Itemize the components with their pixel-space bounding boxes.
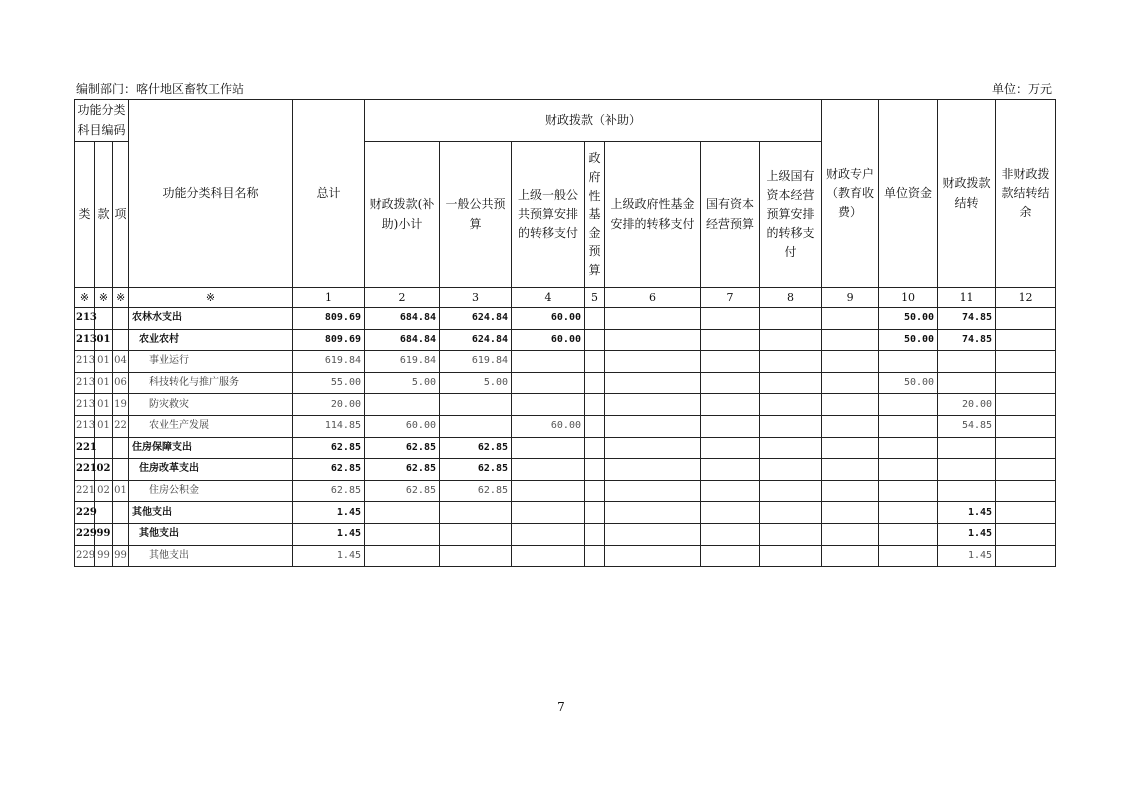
header-kuan: 款 <box>95 142 113 288</box>
index-cell: 10 <box>879 288 938 308</box>
index-cell: 8 <box>760 288 822 308</box>
cell-fiscal-carryover: 1.45 <box>938 523 996 545</box>
cell-xiang: 99 <box>113 545 129 567</box>
index-row-group <box>75 288 1056 308</box>
cell-upper-gov-fund-transfer <box>605 523 701 545</box>
table-row <box>75 372 1056 394</box>
cell-upper-state-capital-transfer <box>760 308 822 330</box>
cell-xiang: 06 <box>113 372 129 394</box>
cell-fiscal-subtotal: 684.84 <box>365 329 440 351</box>
cell-total: 1.45 <box>293 502 365 524</box>
cell-fiscal-special <box>822 308 879 330</box>
cell-general-budget <box>440 415 512 437</box>
cell-name: 农林水支出 <box>129 308 293 330</box>
cell-gov-fund-budget <box>585 545 605 567</box>
table-header <box>75 100 1056 288</box>
cell-upper-general-transfer <box>512 502 585 524</box>
index-cell: 2 <box>365 288 440 308</box>
cell-xiang: 22 <box>113 415 129 437</box>
cell-name: 防灾救灾 <box>129 394 293 416</box>
cell-name: 住房改革支出 <box>129 459 293 481</box>
cell-gov-fund-budget <box>585 502 605 524</box>
table-row <box>75 394 1056 416</box>
cell-nonfiscal-carryover <box>996 545 1056 567</box>
table-row <box>75 351 1056 373</box>
cell-xiang <box>113 502 129 524</box>
cell-name: 农业农村 <box>129 329 293 351</box>
cell-state-capital-budget <box>701 437 760 459</box>
cell-upper-general-transfer: 60.00 <box>512 329 585 351</box>
cell-gov-fund-budget <box>585 372 605 394</box>
cell-general-budget <box>440 502 512 524</box>
cell-kuan: 99 <box>95 523 113 545</box>
cell-state-capital-budget <box>701 523 760 545</box>
cell-nonfiscal-carryover <box>996 415 1056 437</box>
cell-name: 其他支出 <box>129 502 293 524</box>
cell-nonfiscal-carryover <box>996 329 1056 351</box>
cell-fiscal-subtotal <box>365 523 440 545</box>
cell-upper-gov-fund-transfer <box>605 415 701 437</box>
cell-kuan <box>95 437 113 459</box>
cell-upper-gov-fund-transfer <box>605 308 701 330</box>
index-cell: 6 <box>605 288 701 308</box>
cell-unit-funds <box>879 415 938 437</box>
cell-upper-gov-fund-transfer <box>605 372 701 394</box>
cell-name: 住房公积金 <box>129 480 293 502</box>
cell-fiscal-carryover <box>938 437 996 459</box>
cell-state-capital-budget <box>701 372 760 394</box>
cell-total: 809.69 <box>293 308 365 330</box>
cell-fiscal-special <box>822 502 879 524</box>
cell-kuan: 01 <box>95 394 113 416</box>
cell-fiscal-carryover: 74.85 <box>938 308 996 330</box>
cell-general-budget <box>440 523 512 545</box>
department-label: 编制部门：喀什地区畜牧工作站 <box>76 82 245 96</box>
header-general-budget: 一般公共预算 <box>440 142 512 288</box>
cell-general-budget: 62.85 <box>440 459 512 481</box>
cell-upper-state-capital-transfer <box>760 372 822 394</box>
cell-xiang <box>113 437 129 459</box>
cell-kuan: 99 <box>95 545 113 567</box>
cell-state-capital-budget <box>701 394 760 416</box>
cell-xiang <box>113 523 129 545</box>
cell-name: 事业运行 <box>129 351 293 373</box>
table-row <box>75 415 1056 437</box>
cell-general-budget: 62.85 <box>440 480 512 502</box>
table-row <box>75 545 1056 567</box>
cell-lei: 229 <box>75 502 95 524</box>
cell-fiscal-carryover <box>938 459 996 481</box>
header-name: 功能分类科目名称 <box>129 100 293 288</box>
cell-kuan: 01 <box>95 329 113 351</box>
index-cell: 12 <box>996 288 1056 308</box>
cell-gov-fund-budget <box>585 394 605 416</box>
index-cell: ※ <box>75 288 95 308</box>
cell-kuan: 01 <box>95 415 113 437</box>
header-upper-state-capital-transfer: 上级国有资本经营预算安排的转移支付 <box>760 142 822 288</box>
cell-gov-fund-budget <box>585 329 605 351</box>
cell-nonfiscal-carryover <box>996 351 1056 373</box>
header-fiscal-group: 财政拨款（补助） <box>365 100 822 142</box>
cell-fiscal-carryover: 1.45 <box>938 502 996 524</box>
header-state-capital-budget: 国有资本经营预算 <box>701 142 760 288</box>
cell-upper-general-transfer <box>512 480 585 502</box>
cell-total: 20.00 <box>293 394 365 416</box>
header-code-group: 功能分类科目编码 <box>75 100 129 142</box>
cell-upper-state-capital-transfer <box>760 459 822 481</box>
cell-fiscal-special <box>822 329 879 351</box>
cell-fiscal-subtotal: 5.00 <box>365 372 440 394</box>
cell-total: 1.45 <box>293 545 365 567</box>
header-fiscal-carryover: 财政拨款结转 <box>938 100 996 288</box>
cell-upper-state-capital-transfer <box>760 351 822 373</box>
cell-upper-state-capital-transfer <box>760 437 822 459</box>
cell-lei: 213 <box>75 329 95 351</box>
cell-fiscal-carryover: 1.45 <box>938 545 996 567</box>
index-cell: 5 <box>585 288 605 308</box>
cell-general-budget <box>440 545 512 567</box>
cell-fiscal-carryover: 74.85 <box>938 329 996 351</box>
cell-nonfiscal-carryover <box>996 394 1056 416</box>
cell-upper-gov-fund-transfer <box>605 351 701 373</box>
cell-upper-general-transfer <box>512 372 585 394</box>
cell-upper-general-transfer <box>512 437 585 459</box>
index-cell: ※ <box>129 288 293 308</box>
cell-kuan: 01 <box>95 351 113 373</box>
cell-total: 619.84 <box>293 351 365 373</box>
cell-name: 科技转化与推广服务 <box>129 372 293 394</box>
table-row <box>75 502 1056 524</box>
table-body <box>75 308 1056 567</box>
cell-kuan: 02 <box>95 480 113 502</box>
cell-unit-funds: 50.00 <box>879 308 938 330</box>
cell-fiscal-subtotal: 60.00 <box>365 415 440 437</box>
cell-upper-general-transfer <box>512 523 585 545</box>
cell-kuan: 01 <box>95 372 113 394</box>
table-row <box>75 308 1056 330</box>
cell-nonfiscal-carryover <box>996 523 1056 545</box>
cell-xiang: 04 <box>113 351 129 373</box>
index-cell: ※ <box>95 288 113 308</box>
cell-upper-general-transfer: 60.00 <box>512 415 585 437</box>
cell-total: 55.00 <box>293 372 365 394</box>
cell-nonfiscal-carryover <box>996 502 1056 524</box>
cell-state-capital-budget <box>701 480 760 502</box>
cell-upper-state-capital-transfer <box>760 480 822 502</box>
cell-lei: 213 <box>75 308 95 330</box>
cell-fiscal-subtotal <box>365 394 440 416</box>
cell-fiscal-special <box>822 351 879 373</box>
cell-general-budget: 624.84 <box>440 308 512 330</box>
cell-state-capital-budget <box>701 308 760 330</box>
cell-fiscal-carryover: 54.85 <box>938 415 996 437</box>
cell-unit-funds: 50.00 <box>879 372 938 394</box>
cell-xiang <box>113 459 129 481</box>
cell-kuan <box>95 308 113 330</box>
cell-lei: 213 <box>75 372 95 394</box>
cell-upper-gov-fund-transfer <box>605 459 701 481</box>
cell-upper-gov-fund-transfer <box>605 480 701 502</box>
cell-gov-fund-budget <box>585 351 605 373</box>
cell-state-capital-budget <box>701 545 760 567</box>
cell-upper-state-capital-transfer <box>760 394 822 416</box>
cell-upper-gov-fund-transfer <box>605 502 701 524</box>
cell-total: 62.85 <box>293 480 365 502</box>
cell-upper-gov-fund-transfer <box>605 329 701 351</box>
cell-xiang <box>113 308 129 330</box>
cell-gov-fund-budget <box>585 523 605 545</box>
index-row <box>75 288 1056 308</box>
cell-general-budget: 624.84 <box>440 329 512 351</box>
cell-state-capital-budget <box>701 502 760 524</box>
cell-xiang: 19 <box>113 394 129 416</box>
header-upper-gov-fund-transfer: 上级政府性基金安排的转移支付 <box>605 142 701 288</box>
cell-upper-general-transfer <box>512 545 585 567</box>
cell-fiscal-special <box>822 372 879 394</box>
header-lei: 类 <box>75 142 95 288</box>
cell-fiscal-subtotal: 619.84 <box>365 351 440 373</box>
table-row <box>75 523 1056 545</box>
cell-nonfiscal-carryover <box>996 372 1056 394</box>
cell-unit-funds <box>879 459 938 481</box>
cell-upper-general-transfer <box>512 394 585 416</box>
cell-lei: 221 <box>75 437 95 459</box>
page-number: 7 <box>557 700 565 714</box>
cell-fiscal-carryover <box>938 480 996 502</box>
table-row <box>75 329 1056 351</box>
header-upper-general-transfer: 上级一般公共预算安排的转移支付 <box>512 142 585 288</box>
cell-state-capital-budget <box>701 351 760 373</box>
cell-unit-funds <box>879 545 938 567</box>
cell-name: 其他支出 <box>129 545 293 567</box>
cell-upper-state-capital-transfer <box>760 523 822 545</box>
cell-lei: 213 <box>75 394 95 416</box>
cell-fiscal-subtotal <box>365 502 440 524</box>
index-cell: 11 <box>938 288 996 308</box>
header-xiang: 项 <box>113 142 129 288</box>
cell-name: 其他支出 <box>129 523 293 545</box>
cell-upper-gov-fund-transfer <box>605 394 701 416</box>
cell-nonfiscal-carryover <box>996 459 1056 481</box>
cell-general-budget: 619.84 <box>440 351 512 373</box>
cell-lei: 221 <box>75 459 95 481</box>
cell-unit-funds: 50.00 <box>879 329 938 351</box>
cell-kuan <box>95 502 113 524</box>
cell-fiscal-subtotal <box>365 545 440 567</box>
cell-upper-general-transfer: 60.00 <box>512 308 585 330</box>
cell-fiscal-subtotal: 684.84 <box>365 308 440 330</box>
cell-upper-state-capital-transfer <box>760 329 822 351</box>
cell-nonfiscal-carryover <box>996 480 1056 502</box>
cell-xiang: 01 <box>113 480 129 502</box>
table-row <box>75 437 1056 459</box>
cell-general-budget <box>440 394 512 416</box>
cell-upper-state-capital-transfer <box>760 502 822 524</box>
cell-state-capital-budget <box>701 459 760 481</box>
cell-lei: 229 <box>75 523 95 545</box>
cell-total: 1.45 <box>293 523 365 545</box>
cell-state-capital-budget <box>701 415 760 437</box>
index-cell: 1 <box>293 288 365 308</box>
cell-upper-gov-fund-transfer <box>605 437 701 459</box>
cell-upper-state-capital-transfer <box>760 415 822 437</box>
cell-fiscal-subtotal: 62.85 <box>365 437 440 459</box>
index-cell: 4 <box>512 288 585 308</box>
cell-xiang <box>113 329 129 351</box>
cell-fiscal-special <box>822 523 879 545</box>
cell-general-budget: 62.85 <box>440 437 512 459</box>
cell-upper-general-transfer <box>512 351 585 373</box>
index-cell: ※ <box>113 288 129 308</box>
cell-lei: 221 <box>75 480 95 502</box>
cell-unit-funds <box>879 502 938 524</box>
cell-fiscal-special <box>822 545 879 567</box>
cell-fiscal-carryover <box>938 372 996 394</box>
cell-gov-fund-budget <box>585 480 605 502</box>
cell-fiscal-special <box>822 459 879 481</box>
cell-fiscal-special <box>822 394 879 416</box>
cell-fiscal-carryover: 20.00 <box>938 394 996 416</box>
table-row <box>75 480 1056 502</box>
cell-state-capital-budget <box>701 329 760 351</box>
cell-name: 住房保障支出 <box>129 437 293 459</box>
cell-total: 62.85 <box>293 437 365 459</box>
cell-unit-funds <box>879 437 938 459</box>
cell-fiscal-special <box>822 480 879 502</box>
cell-unit-funds <box>879 394 938 416</box>
cell-unit-funds <box>879 480 938 502</box>
header-fiscal-special: 财政专户（教育收费） <box>822 100 879 288</box>
index-cell: 7 <box>701 288 760 308</box>
cell-upper-state-capital-transfer <box>760 545 822 567</box>
cell-fiscal-subtotal: 62.85 <box>365 459 440 481</box>
cell-nonfiscal-carryover <box>996 437 1056 459</box>
budget-table <box>74 99 1056 567</box>
cell-lei: 229 <box>75 545 95 567</box>
cell-total: 114.85 <box>293 415 365 437</box>
cell-fiscal-special <box>822 415 879 437</box>
cell-kuan: 02 <box>95 459 113 481</box>
cell-unit-funds <box>879 523 938 545</box>
cell-nonfiscal-carryover <box>996 308 1056 330</box>
header-total: 总计 <box>293 100 365 288</box>
cell-upper-general-transfer <box>512 459 585 481</box>
cell-general-budget: 5.00 <box>440 372 512 394</box>
header-nonfiscal-carryover: 非财政拨款结转结余 <box>996 100 1056 288</box>
unit-label: 单位：万元 <box>991 82 1052 96</box>
header-gov-fund-budget: 政府性基金预算 <box>585 142 605 288</box>
cell-lei: 213 <box>75 351 95 373</box>
header-fiscal-subtotal: 财政拨款(补助)小计 <box>365 142 440 288</box>
cell-total: 809.69 <box>293 329 365 351</box>
cell-gov-fund-budget <box>585 437 605 459</box>
header-unit-funds: 单位资金 <box>879 100 938 288</box>
cell-unit-funds <box>879 351 938 373</box>
cell-gov-fund-budget <box>585 308 605 330</box>
cell-fiscal-special <box>822 437 879 459</box>
cell-gov-fund-budget <box>585 415 605 437</box>
cell-lei: 213 <box>75 415 95 437</box>
index-cell: 9 <box>822 288 879 308</box>
table-row <box>75 459 1056 481</box>
cell-fiscal-carryover <box>938 351 996 373</box>
index-cell: 3 <box>440 288 512 308</box>
cell-gov-fund-budget <box>585 459 605 481</box>
cell-fiscal-subtotal: 62.85 <box>365 480 440 502</box>
cell-upper-gov-fund-transfer <box>605 545 701 567</box>
cell-name: 农业生产发展 <box>129 415 293 437</box>
cell-total: 62.85 <box>293 459 365 481</box>
